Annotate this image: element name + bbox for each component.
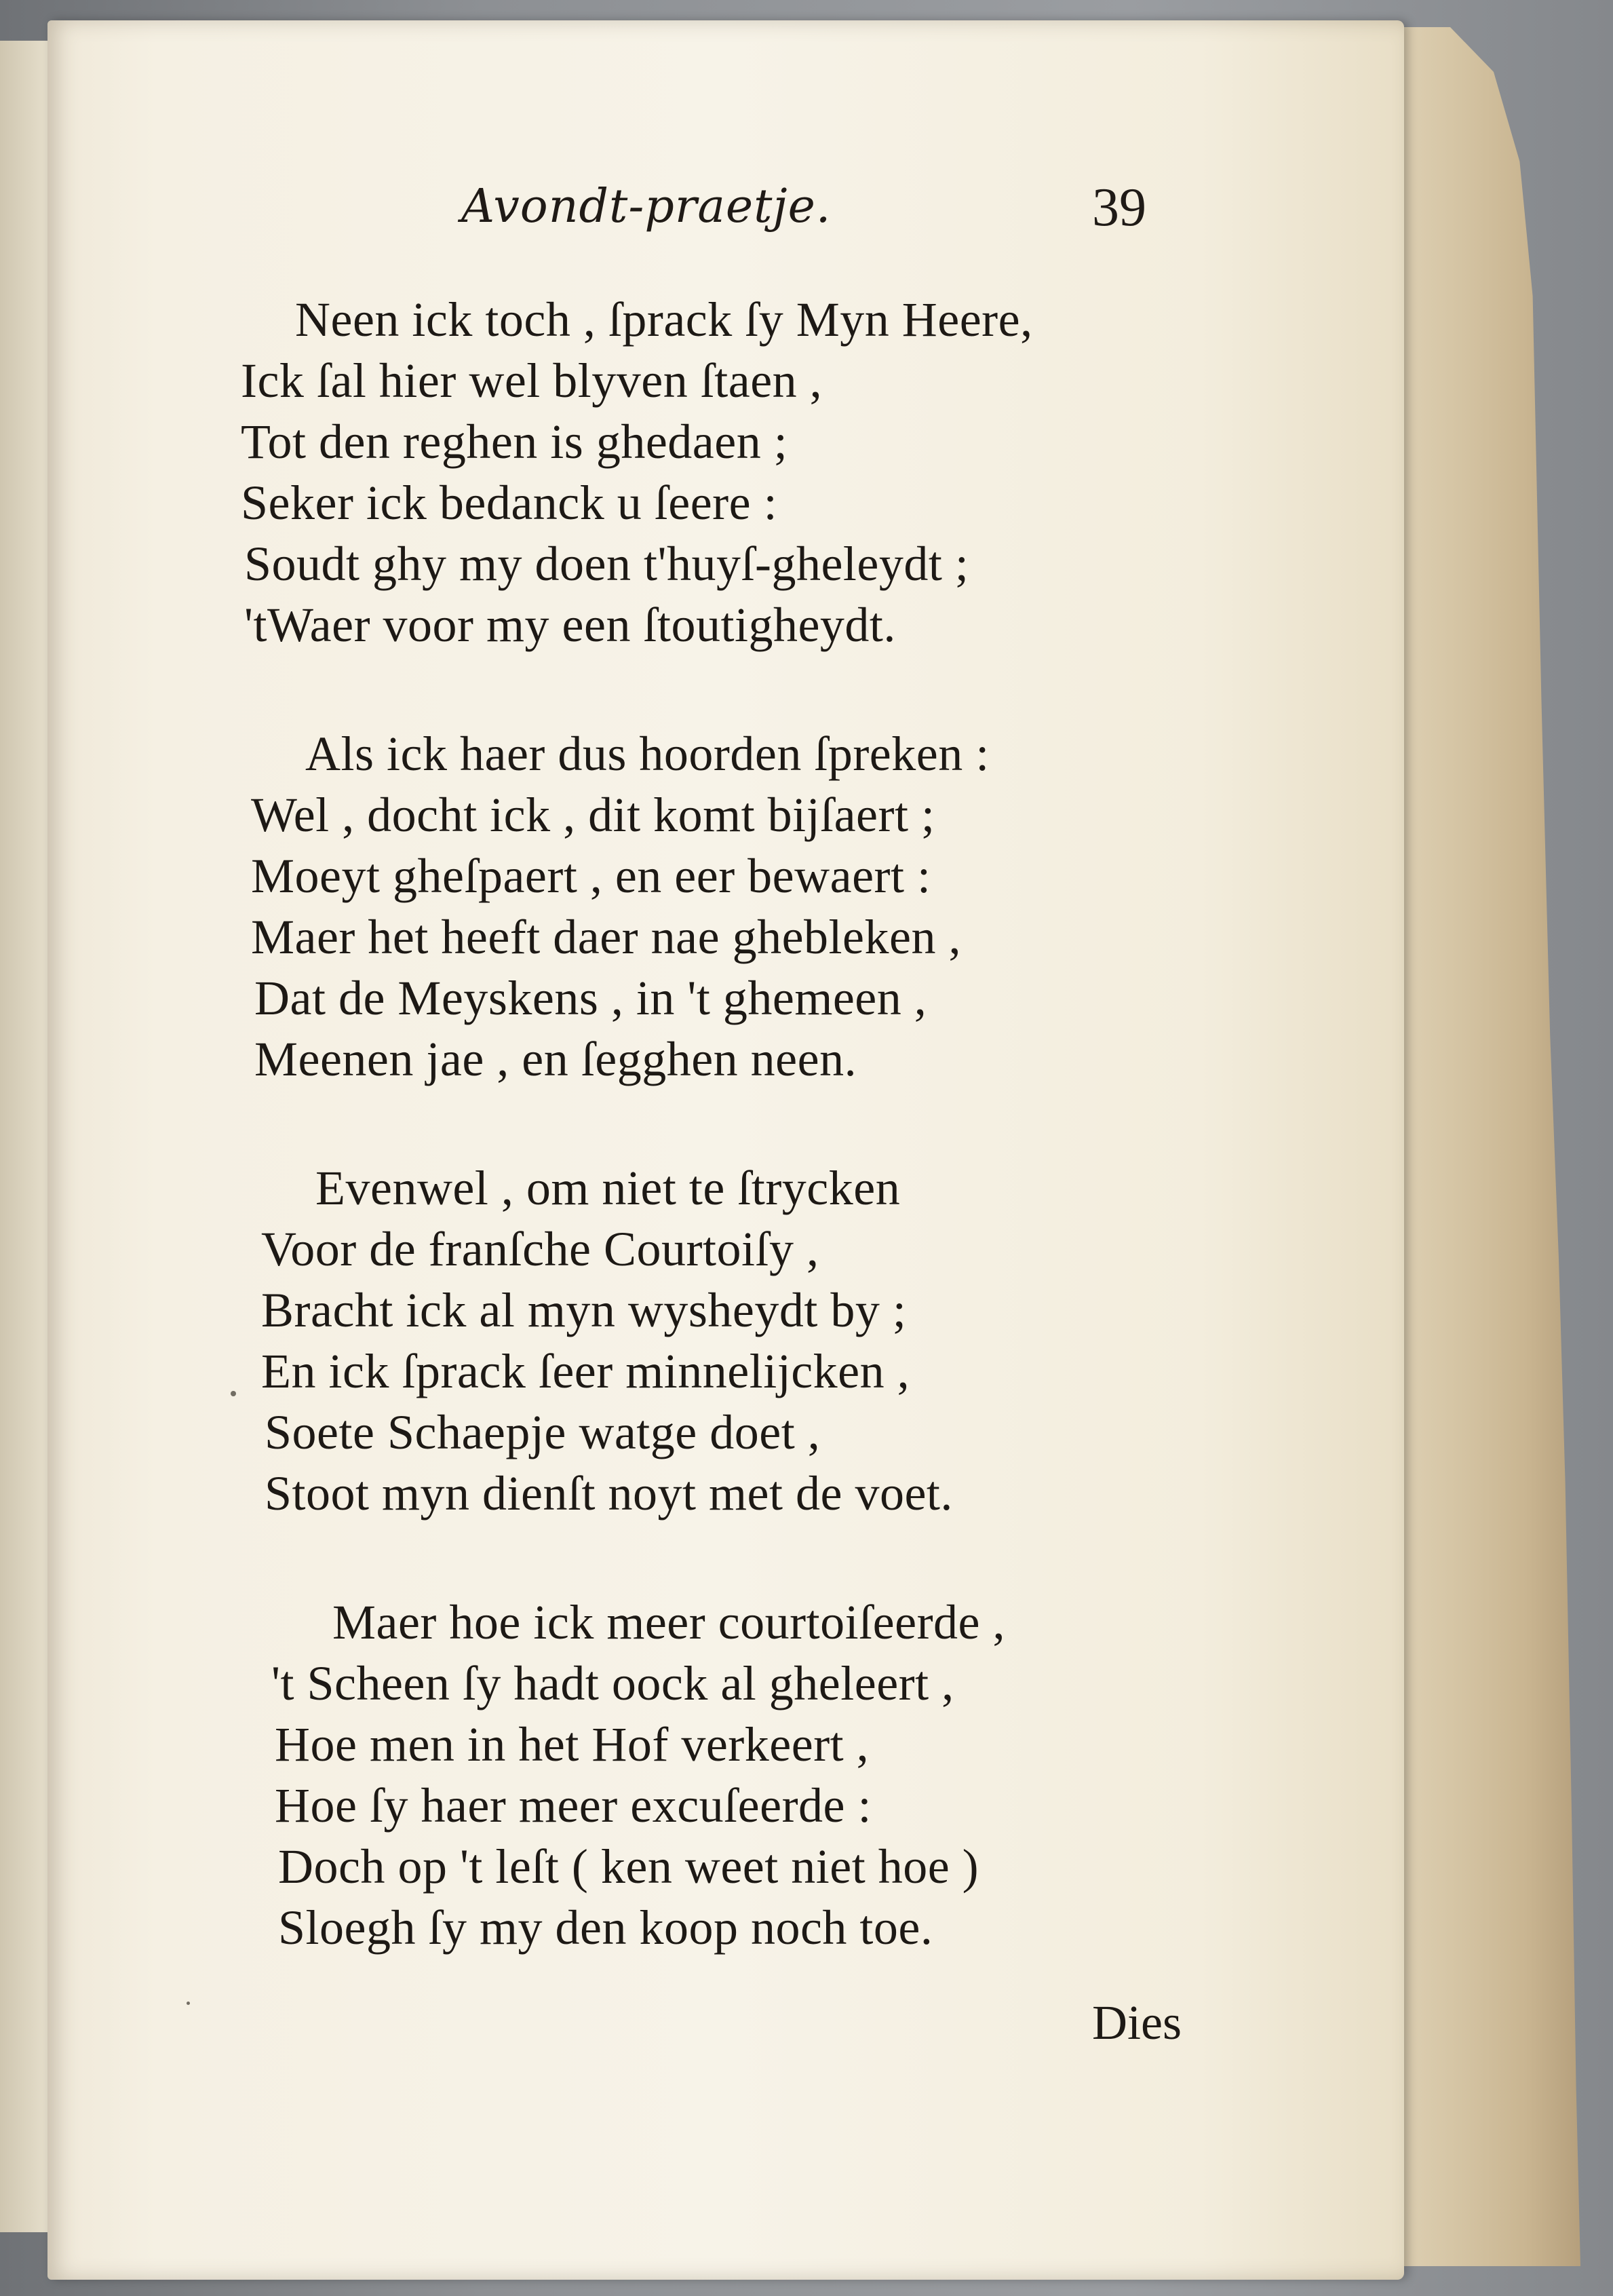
verse-line: Ick ſal hier wel blyven ſtaen , <box>241 353 823 408</box>
verse-line: Soudt ghy my doen t'huyſ-gheleydt ; <box>244 537 969 591</box>
verse-line: Stoot myn dienſt noyt met de voet. <box>265 1466 953 1520</box>
poem <box>47 20 1404 2280</box>
catchword: Dies <box>1092 1995 1182 2050</box>
verse-line: Maer het heeft daer nae ghebleken , <box>251 910 961 964</box>
verse-line: Tot den reghen is ghedaen ; <box>241 415 788 469</box>
verse-line: Evenwel , om niet te ſtrycken <box>315 1161 901 1215</box>
verse-line: 't Scheen ſy hadt oock al gheleert , <box>271 1656 954 1710</box>
verse-line: Maer hoe ick meer courtoiſeerde , <box>332 1595 1006 1649</box>
verse-line: Doch op 't leſt ( ken weet niet hoe ) <box>278 1839 979 1894</box>
verse-line: Hoe men in het Hof verkeert , <box>275 1717 870 1772</box>
paper-speck <box>187 2002 190 2005</box>
verse-line: Soete Schaepje watge doet , <box>265 1405 821 1459</box>
verse-line: Seker ick bedanck u ſeere : <box>241 476 778 530</box>
verse-line: 'tWaer voor my een ſtoutigheydt. <box>244 598 896 652</box>
verse-line: Moeyt gheſpaert , en eer bewaert : <box>251 849 931 903</box>
verse-line: Sloegh ſy my den koop noch toe. <box>278 1900 933 1955</box>
page-number: 39 <box>1092 178 1146 237</box>
verse-line: Hoe ſy haer meer excuſeerde : <box>275 1778 872 1833</box>
running-head-title: Avondt-praetje. <box>461 180 832 233</box>
paper-speck <box>231 1391 236 1396</box>
book-page <box>47 20 1404 2280</box>
verse-line: Neen ick toch , ſprack ſy Myn Heere, <box>295 292 1033 347</box>
verse-line: Als ick haer dus hoorden ſpreken : <box>305 727 990 781</box>
verse-line: Wel , docht ick , dit komt bijſaert ; <box>251 788 935 842</box>
verse-line: En ick ſprack ſeer minnelijcken , <box>261 1344 910 1398</box>
verse-line: Dat de Meyskens , in 't ghemeen , <box>254 971 927 1025</box>
verse-line: Bracht ick al myn wysheydt by ; <box>261 1283 907 1337</box>
verse-line: Meenen jae , en ſegghen neen. <box>254 1032 857 1086</box>
verse-line: Voor de franſche Courtoiſy , <box>261 1222 819 1276</box>
